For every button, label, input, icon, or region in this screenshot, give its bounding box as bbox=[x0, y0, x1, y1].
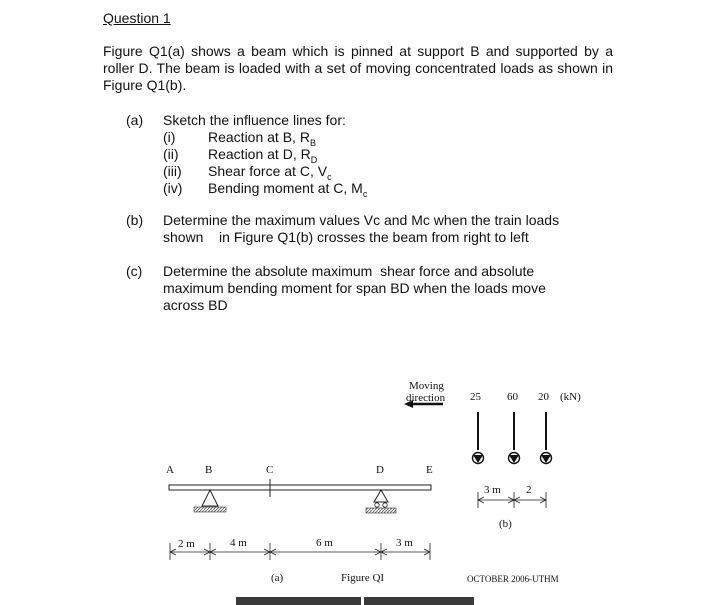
load-arrow-60 bbox=[509, 412, 520, 464]
bottom-page-bar-left bbox=[236, 597, 361, 605]
load-spacing-label-1: 3 m bbox=[484, 484, 501, 496]
roller-support-d bbox=[374, 490, 388, 502]
part-b-line1: Determine the maximum values Vc and Mc when the train loads bbox=[163, 212, 560, 228]
subfigure-b-label: (b) bbox=[499, 518, 512, 530]
load-arrow-20 bbox=[541, 412, 552, 464]
part-c-line3: across BD bbox=[163, 297, 228, 313]
question-heading: Question 1 bbox=[103, 10, 171, 26]
moving-label: Moving bbox=[409, 380, 444, 392]
footer-date: OCTOBER 2006-UTHM bbox=[467, 574, 559, 584]
part-a-item-3-text: Shear force at C, V bbox=[208, 163, 328, 179]
part-a-item-2-sub: D bbox=[310, 154, 318, 165]
load-value-60: 60 bbox=[507, 391, 518, 403]
dim-label-cd: 6 m bbox=[316, 537, 333, 549]
load-unit: (kN) bbox=[560, 391, 581, 403]
part-b-line2: shown in Figure Q1(b) crosses the beam from right to left bbox=[163, 229, 529, 245]
bottom-page-bar-right bbox=[364, 597, 474, 605]
part-a-item-3-num: (iii) bbox=[163, 163, 182, 179]
part-a-item-3-sub: c bbox=[327, 171, 332, 182]
part-b-label: (b) bbox=[126, 212, 144, 228]
ground-b bbox=[194, 507, 226, 512]
direction-label: direction bbox=[406, 392, 446, 404]
point-label-a: A bbox=[166, 464, 174, 476]
part-a-item-2-text: Reaction at D, R bbox=[208, 146, 311, 162]
part-c-label: (c) bbox=[126, 263, 143, 279]
part-a-item-1-num: (i) bbox=[163, 129, 176, 145]
point-label-d: D bbox=[376, 464, 384, 476]
dim-label-de: 3 m bbox=[396, 537, 413, 549]
question-intro: Figure Q1(a) shows a beam which is pinned at support B and supported by a roller D. The beam is loaded with a set of moving concentrated loads as shown in Figure Q1(b). bbox=[103, 43, 613, 93]
load-arrow-25 bbox=[473, 412, 484, 464]
part-a-item-4-num: (iv) bbox=[163, 180, 183, 196]
dim-label-ab: 2 m bbox=[178, 538, 195, 550]
ground-d bbox=[366, 508, 396, 513]
dim-label-bc: 4 m bbox=[230, 537, 247, 549]
point-label-c: C bbox=[266, 464, 274, 476]
load-spacing-label-2: 2 bbox=[526, 484, 532, 496]
load-value-20: 20 bbox=[538, 391, 549, 403]
point-label-b: B bbox=[205, 464, 213, 476]
part-a-item-4-sub: c bbox=[362, 188, 368, 199]
beam bbox=[169, 485, 431, 490]
part-c-line2: maximum bending moment for span BD when the loads move bbox=[163, 280, 546, 296]
load-value-25: 25 bbox=[470, 391, 481, 403]
part-a-item-4-text: Bending moment at C, M bbox=[208, 180, 363, 196]
part-a-label: (a) bbox=[126, 112, 144, 128]
pin-support-b bbox=[202, 490, 218, 506]
figure-caption: Figure QI bbox=[341, 572, 385, 584]
roller-d-right bbox=[383, 503, 387, 507]
roller-d-left bbox=[375, 503, 379, 507]
part-a-item-2-num: (ii) bbox=[163, 146, 179, 162]
part-c-line1: Determine the absolute maximum shear force and absolute bbox=[163, 263, 535, 279]
subfigure-a-label: (a) bbox=[271, 572, 284, 584]
point-label-e: E bbox=[426, 464, 433, 476]
part-a-text: Sketch the influence lines for: bbox=[163, 112, 346, 128]
part-a-item-1-text: Reaction at B, R bbox=[208, 129, 310, 145]
part-a-item-1-sub: B bbox=[309, 137, 316, 148]
